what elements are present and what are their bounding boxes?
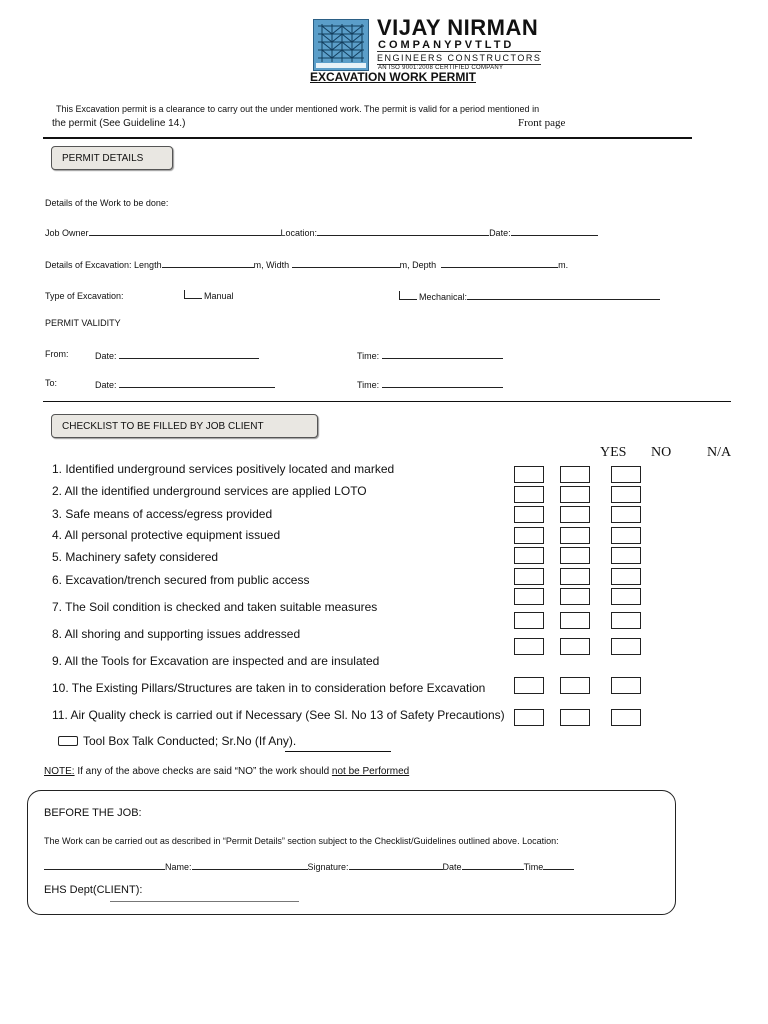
location-field[interactable] (317, 226, 489, 236)
signoff-location-field[interactable] (44, 860, 165, 870)
to-date-label: Date: (95, 380, 117, 390)
from-date-field[interactable] (119, 349, 259, 359)
page-title: EXCAVATION WORK PERMIT (310, 70, 476, 84)
na-checkbox-5[interactable] (611, 547, 641, 564)
yes-checkbox-6[interactable] (514, 568, 544, 585)
signature-label: Signature: (307, 862, 349, 872)
no-checkbox-4[interactable] (560, 527, 590, 544)
note-label: NOTE: (44, 766, 75, 777)
na-checkbox-4[interactable] (611, 527, 641, 544)
mechanical-label: Mechanical: (419, 292, 468, 302)
yes-checkbox-11[interactable] (514, 709, 544, 726)
no-checkbox-2[interactable] (560, 486, 590, 503)
length-label: Details of Excavation: Length (45, 260, 162, 270)
checklist-item-2: 2. All the identified underground services are applied LOTO (52, 484, 367, 498)
yes-checkbox-3[interactable] (514, 506, 544, 523)
intro-line-2: the permit (See Guideline 14.) (52, 118, 186, 129)
manual-checkbox[interactable] (184, 290, 202, 299)
manual-option[interactable] (184, 290, 234, 301)
signoff-row (44, 860, 574, 872)
permit-validity-label: PERMIT VALIDITY (45, 318, 121, 328)
no-checkbox-10[interactable] (560, 677, 590, 694)
intro-line-1: This Excavation permit is a clearance to carry out the under mentioned work. The permit is valid for a period mentioned in (56, 104, 540, 114)
no-checkbox-1[interactable] (560, 466, 590, 483)
na-column-header: N/A (707, 445, 732, 460)
toolbox-label: Tool Box Talk Conducted; Sr.No (If Any). (83, 734, 297, 748)
no-checkbox-5[interactable] (560, 547, 590, 564)
job-owner-field[interactable] (89, 226, 281, 236)
before-job-text: The Work can be carried out as described in “Permit Details” section subject to the Checklist/Guidelines outlined above. Location: (44, 836, 559, 846)
na-checkbox-1[interactable] (611, 466, 641, 483)
checklist-item-1: 1. Identified underground services positively located and marked (52, 462, 395, 476)
ehs-field[interactable] (110, 901, 299, 902)
signoff-date-field[interactable] (462, 860, 524, 870)
excavation-dimensions-row (45, 258, 568, 270)
toolbox-checkbox[interactable] (58, 736, 78, 746)
from-label: From: (45, 349, 69, 359)
permit-details-label: PERMIT DETAILS (62, 152, 144, 164)
checklist-item-9: 9. All the Tools for Excavation are inspected and are insulated (52, 654, 380, 668)
mechanical-option[interactable] (399, 290, 660, 302)
na-checkbox-3[interactable] (611, 506, 641, 523)
permit-details-header (51, 146, 173, 170)
job-owner-label: Job Owner (45, 228, 89, 238)
no-checkbox-6[interactable] (560, 568, 590, 585)
permit-details-divider (43, 401, 731, 402)
yes-checkbox-7[interactable] (514, 588, 544, 605)
na-checkbox-10[interactable] (611, 677, 641, 694)
na-checkbox-6[interactable] (611, 568, 641, 585)
ehs-label: EHS Dept(CLIENT): (44, 884, 143, 896)
na-checkbox-2[interactable] (611, 486, 641, 503)
width-label: m, Width (253, 260, 290, 270)
checklist-item-11: 11. Air Quality check is carried out if Necessary (See Sl. No 13 of Safety Precautions) (52, 708, 505, 722)
checklist-item-10: 10. The Existing Pillars/Structures are taken in to consideration before Excavation (52, 681, 486, 695)
yes-checkbox-4[interactable] (514, 527, 544, 544)
name-label: Name: (165, 862, 192, 872)
na-checkbox-8[interactable] (611, 612, 641, 629)
checklist-item-4: 4. All personal protective equipment issued (52, 528, 281, 542)
width-field[interactable] (292, 258, 400, 268)
checklist-item-6: 6. Excavation/trench secured from public access (52, 573, 310, 587)
to-time-label: Time: (357, 380, 380, 390)
yes-checkbox-8[interactable] (514, 612, 544, 629)
yes-checkbox-5[interactable] (514, 547, 544, 564)
header-divider (43, 137, 692, 139)
toolbox-sr-field[interactable] (285, 751, 391, 752)
no-checkbox-3[interactable] (560, 506, 590, 523)
company-logo-icon (313, 19, 369, 71)
no-checkbox-7[interactable] (560, 588, 590, 605)
depth-field[interactable] (441, 258, 558, 268)
signature-field[interactable] (349, 860, 443, 870)
no-checkbox-11[interactable] (560, 709, 590, 726)
from-date-label: Date: (95, 351, 117, 361)
company-tagline: ENGINEERS CONSTRUCTORS (377, 53, 542, 63)
work-details-label: Details of the Work to be done: (45, 198, 169, 208)
na-checkbox-11[interactable] (611, 709, 641, 726)
yes-checkbox-2[interactable] (514, 486, 544, 503)
mechanical-checkbox[interactable] (399, 291, 417, 300)
yes-checkbox-1[interactable] (514, 466, 544, 483)
checklist-item-7: 7. The Soil condition is checked and taken suitable measures (52, 600, 378, 614)
from-time-field[interactable] (382, 349, 503, 359)
na-checkbox-9[interactable] (611, 638, 641, 655)
checklist-header (51, 414, 318, 438)
to-date-row (95, 378, 275, 390)
yes-checkbox-9[interactable] (514, 638, 544, 655)
checklist-item-5: 5. Machinery safety considered (52, 550, 219, 564)
job-owner-row (45, 226, 598, 238)
from-time-row (357, 349, 503, 361)
from-date-row (95, 349, 259, 361)
yes-checkbox-10[interactable] (514, 677, 544, 694)
to-date-field[interactable] (119, 378, 275, 388)
location-label: Location: (280, 228, 318, 238)
before-job-title: BEFORE THE JOB: (44, 807, 142, 819)
from-time-label: Time: (357, 351, 380, 361)
note-emphasis: not be Performed (331, 766, 410, 777)
length-field[interactable] (162, 258, 254, 268)
company-name: VIJAY NIRMAN (377, 15, 539, 40)
excavation-type-label: Type of Excavation: (45, 291, 124, 301)
date-field[interactable] (511, 226, 598, 236)
iso-certification: AN ISO 9001:2008 CERTIFIED COMPANY (378, 65, 504, 71)
checklist-label: CHECKLIST TO BE FILLED BY JOB CLIENT (62, 420, 264, 432)
signoff-time-field[interactable] (543, 860, 574, 870)
front-page-label: Front page (518, 117, 566, 129)
to-time-row (357, 378, 503, 390)
note-text: If any of the above checks are said “NO” the work should (74, 766, 332, 777)
depth-label: m, Depth (399, 260, 437, 270)
yes-column-header: YES (600, 445, 627, 460)
signoff-time-label: Time (523, 862, 544, 872)
company-subtitle: COMPANYPVTLTD (378, 39, 515, 51)
to-label: To: (45, 378, 58, 388)
checklist-item-3: 3. Safe means of access/egress provided (52, 507, 273, 521)
no-checkbox-9[interactable] (560, 638, 590, 655)
date-label: Date: (489, 228, 511, 238)
signoff-date-label: Date (442, 862, 462, 872)
manual-label: Manual (204, 291, 234, 301)
depth-unit: m. (558, 260, 569, 270)
checklist-item-8: 8. All shoring and supporting issues addressed (52, 627, 301, 641)
na-checkbox-7[interactable] (611, 588, 641, 605)
no-checkbox-8[interactable] (560, 612, 590, 629)
mechanical-field[interactable] (467, 290, 660, 300)
no-column-header: NO (651, 445, 672, 460)
note-row (44, 766, 409, 777)
to-time-field[interactable] (382, 378, 503, 388)
name-field[interactable] (192, 860, 308, 870)
